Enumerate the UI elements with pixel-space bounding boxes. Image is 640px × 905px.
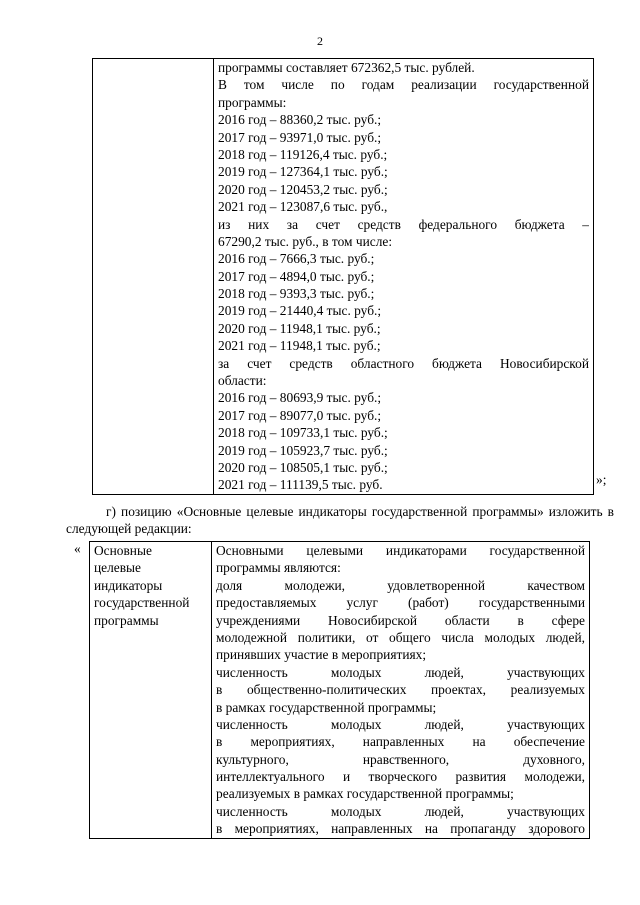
indicators-label-line: индикаторы [94,577,163,593]
indicator-line: молодежной политики, от общего числа молодых людей, [216,629,585,645]
finance-line: из них за счет средств федерального бюджета – [218,216,589,232]
finance-line: 2020 год – 11948,1 тыс. руб.; [218,320,381,336]
indicator-line: численность молодых людей, участвующих [216,803,585,819]
finance-line: 2016 год – 80693,9 тыс. руб.; [218,390,382,406]
finance-label-cell [93,59,214,495]
indicator-line: численность молодых людей, участвующих [216,716,585,732]
indicator-line: доля молодежи, удовлетворенной качеством [216,577,585,593]
finance-text-cell [214,59,594,495]
finance-line: 2018 год – 9393,3 тыс. руб.; [218,286,375,302]
indicators-label-line: программы [94,612,159,628]
paragraph-g: г) позицию «Основные целевые индикаторы государственной программы» изложить в следующей редакции: [66,504,614,537]
finance-line: программы составляет 672362,5 тыс. рублей. [218,60,475,75]
indicator-line: реализуемых в рамках государственной программы; [216,786,514,802]
finance-line: 2019 год – 105923,7 тыс. руб.; [218,442,388,458]
indicator-line: в мероприятиях, направленных на пропаганду здорового [216,821,585,837]
indicators-table [89,541,590,839]
indicator-line: учреждениями Новосибирской области в сфере [216,612,585,628]
finance-line: 2017 год – 93971,0 тыс. руб.; [218,129,382,145]
indicator-line: в рамках государственной программы; [216,699,437,715]
finance-line: программы: [218,94,287,110]
finance-line: 67290,2 тыс. руб., в том числе: [218,233,393,249]
indicator-line: культурного, нравственного, духовного, [216,751,585,767]
closing-quote: »; [596,472,607,487]
finance-line: 2021 год – 123087,6 тыс. руб., [218,199,388,215]
indicator-line: интеллектуального и творческого развития молодежи, [216,769,585,785]
finance-line: 2018 год – 109733,1 тыс. руб.; [218,425,388,441]
finance-line: 2019 год – 127364,1 тыс. руб.; [218,164,388,180]
page-number: 2 [317,34,323,48]
indicators-label-line: целевые [94,560,141,576]
indicator-line: предоставляемых услуг (работ) государственными [216,595,585,611]
indicators-label-line: Основные [94,543,152,558]
finance-line: 2017 год – 89077,0 тыс. руб.; [218,407,382,423]
indicators-text-cell [212,542,590,839]
indicator-line: в общественно-политических проектах, реализуемых [216,682,585,698]
finance-line: В том числе по годам реализации государственной [218,77,589,93]
indicators-label-line: государственной [94,595,190,611]
indicators-label [94,542,207,629]
finance-line: 2016 год – 7666,3 тыс. руб.; [218,251,375,267]
indicator-line: Основными целевыми индикаторами государственной [216,543,585,558]
finance-line: 2020 год – 108505,1 тыс. руб.; [218,459,388,475]
finance-line: 2020 год – 120453,2 тыс. руб.; [218,181,388,197]
finance-line: за счет средств областного бюджета Новосибирской [218,355,589,371]
opening-quote: « [74,541,81,556]
indicators-label-cell [90,542,212,839]
indicator-line: программы являются: [216,560,341,576]
indicator-line: в мероприятиях, направленных на обеспечение [216,734,585,750]
finance-line: 2019 год – 21440,4 тыс. руб.; [218,303,382,319]
finance-lines [218,59,589,494]
finance-line: 2021 год – 111139,5 тыс. руб. [218,477,383,493]
indicator-line: принявших участие в мероприятиях; [216,647,427,663]
finance-line: 2016 год – 88360,2 тыс. руб.; [218,112,382,128]
finance-line: 2017 год – 4894,0 тыс. руб.; [218,268,375,284]
finance-line: области: [218,373,267,389]
finance-line: 2021 год – 11948,1 тыс. руб.; [218,338,381,354]
indicators-lines [216,542,585,838]
indicator-line: численность молодых людей, участвующих [216,664,585,680]
finance-line: 2018 год – 119126,4 тыс. руб.; [218,146,388,162]
finance-table [92,58,594,495]
